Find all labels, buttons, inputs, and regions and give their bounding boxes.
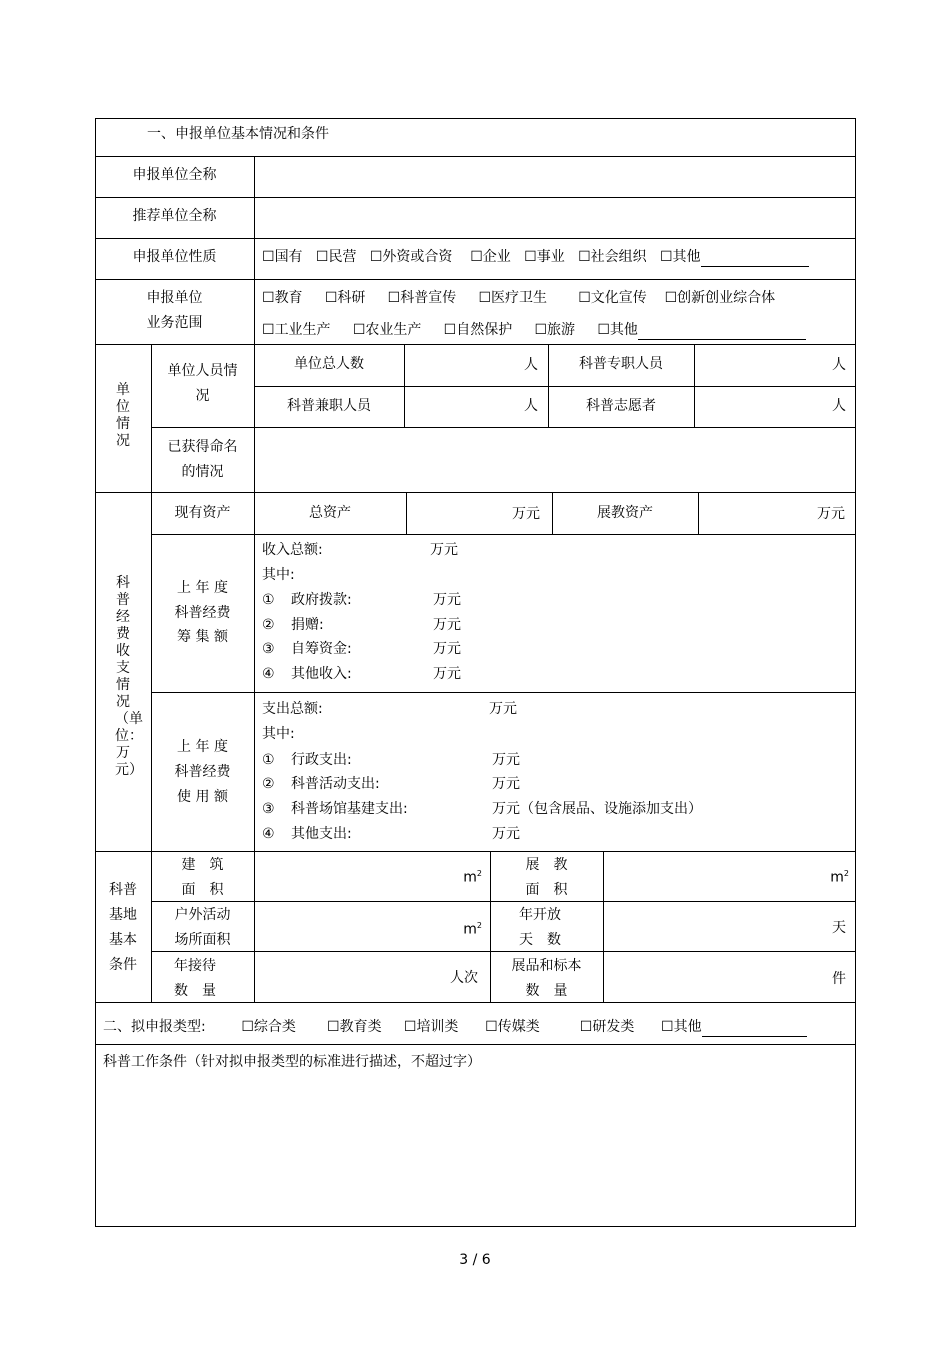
scope-label-line2: 业务范围: [146, 315, 203, 331]
row-line: [95, 279, 856, 280]
expense-unit-3: 万元（包含展品、设施添加支出）: [492, 801, 702, 817]
scope-option-industry[interactable]: ☐工业生产: [262, 322, 331, 338]
exhibit-assets-label: 展教资产: [597, 505, 653, 521]
base-label-line4: 条件: [109, 957, 137, 973]
option-label: 培训类: [416, 1019, 459, 1035]
unit-m: m: [463, 921, 477, 938]
building-area-line2: 面 积: [181, 882, 224, 898]
row-line: [95, 851, 856, 852]
nature-option-state-owned[interactable]: ☐国有: [262, 249, 303, 265]
staff-label-line1: 单位人员情: [167, 363, 238, 379]
row-line: [95, 1044, 856, 1045]
scope-option-promotion[interactable]: ☐科普宣传: [387, 290, 457, 306]
nature-option-enterprise[interactable]: ☐企业: [470, 249, 511, 265]
reception-line2: 数 量: [174, 983, 216, 999]
parttime-label: 科普兼职人员: [287, 398, 371, 414]
open-days-unit: 天: [832, 920, 846, 936]
volunteers-label: 科普志愿者: [586, 398, 656, 414]
staff-label-line2: 况: [195, 388, 210, 404]
expense-total-unit: 万元: [489, 701, 517, 717]
option-label: 民营: [328, 249, 357, 265]
option-label: 创新创业综合体: [677, 290, 776, 306]
scope-option-other[interactable]: ☐其他: [597, 322, 638, 338]
base-label-line1: 科普: [109, 882, 137, 898]
row-line: [95, 1002, 856, 1003]
expense-total-label: 支出总额:: [262, 701, 323, 717]
unit-sq: 2: [476, 869, 482, 878]
option-label: 教育: [274, 290, 303, 306]
exhibit-area-unit: [603, 864, 849, 888]
income-num-4: ④: [262, 666, 275, 682]
nature-other-blank[interactable]: [701, 250, 809, 267]
nature-option-foreign[interactable]: ☐外资或合资: [369, 249, 453, 265]
raised-label-line2: 科普经费: [174, 605, 231, 621]
scope-option-innovation[interactable]: ☐创新创业综合体: [664, 290, 776, 306]
row-line: [254, 386, 856, 387]
reception-unit: 人次: [450, 970, 478, 986]
used-label-line2: 科普经费: [174, 764, 231, 780]
funds-label: [95, 575, 151, 779]
scope-label-line1: 申报单位: [146, 290, 203, 306]
total-staff-unit: 人: [524, 357, 538, 373]
honors-field[interactable]: [255, 428, 855, 492]
exhibit-assets-unit: 万元: [817, 506, 845, 522]
option-label: 其他: [673, 1019, 702, 1035]
unit-sq: 2: [843, 869, 849, 878]
option-label: 传媒类: [497, 1019, 540, 1035]
outdoor-area-line1: 户外活动: [174, 907, 231, 923]
option-label: 其他: [672, 249, 701, 265]
option-label: 文化宣传: [590, 290, 647, 306]
section1-title: 一、申报单位基本情况和条件: [147, 126, 329, 142]
section2-row: [103, 1017, 807, 1037]
option-label: 科研: [337, 290, 366, 306]
base-label-line3: 基本: [109, 932, 137, 948]
income-label-1: 政府拨款:: [291, 592, 352, 608]
unit-label-text: 单位情况: [116, 382, 130, 449]
income-among: 其中:: [262, 567, 295, 583]
outdoor-area-unit: [254, 916, 482, 940]
recommender-name-field[interactable]: [255, 198, 855, 238]
income-label-2: 捐赠:: [291, 617, 324, 633]
income-unit-3: 万元: [433, 641, 461, 657]
scope-row1: [262, 288, 775, 308]
nature-option-other[interactable]: ☐其他: [659, 249, 701, 265]
option-label: 医疗卫生: [491, 290, 548, 306]
income-total-label: 收入总额:: [262, 542, 323, 558]
nature-options: [262, 247, 809, 267]
conditions-field[interactable]: [96, 1076, 855, 1226]
assets-label: 现有资产: [174, 505, 231, 521]
option-label: 工业生产: [274, 322, 331, 338]
income-label-4: 其他收入:: [291, 666, 352, 682]
scope-other-blank[interactable]: [638, 323, 806, 340]
option-label: 外资或合资: [382, 249, 453, 265]
building-area-line1: 建 筑: [181, 857, 224, 873]
unit-m: m: [463, 869, 477, 886]
exhibits-line2: 数 量: [525, 983, 568, 999]
expense-label-4: 其他支出:: [291, 826, 352, 842]
unit-m: m: [830, 869, 844, 886]
total-assets-label: 总资产: [309, 505, 351, 521]
honors-label-line2: 的情况: [181, 464, 224, 480]
volunteers-unit: 人: [832, 398, 846, 414]
expense-unit-2: 万元: [492, 776, 520, 792]
option-label: 科普宣传: [400, 290, 457, 306]
type-other-blank[interactable]: [702, 1020, 807, 1037]
scope-option-agriculture[interactable]: ☐农业生产: [352, 322, 422, 338]
total-staff-label: 单位总人数: [294, 356, 364, 372]
building-area-unit: [254, 864, 482, 888]
scope-option-culture[interactable]: ☐文化宣传: [578, 290, 647, 306]
income-num-2: ②: [262, 617, 275, 633]
recommender-name-label: 推荐单位全称: [132, 208, 217, 224]
exhibit-area-line1: 展 教: [525, 857, 568, 873]
used-label-line1: 上 年 度: [177, 739, 228, 755]
applicant-name-field[interactable]: [255, 157, 855, 197]
expense-label-2: 科普活动支出:: [291, 776, 380, 792]
expense-num-4: ④: [262, 826, 275, 842]
expense-among: 其中:: [262, 726, 295, 742]
unit-label: [95, 382, 151, 450]
applicant-name-label: 申报单位全称: [132, 167, 217, 183]
type-option-other[interactable]: ☐其他: [661, 1019, 702, 1035]
row-line: [95, 492, 856, 493]
income-unit-4: 万元: [433, 666, 461, 682]
option-label: 农业生产: [365, 322, 422, 338]
income-unit-1: 万元: [433, 592, 461, 608]
income-total-unit: 万元: [430, 542, 458, 558]
income-num-3: ③: [262, 641, 275, 657]
parttime-unit: 人: [524, 398, 538, 414]
fulltime-label: 科普专职人员: [579, 356, 663, 372]
scope-option-nature[interactable]: ☐自然保护: [443, 322, 513, 338]
nature-option-institution[interactable]: ☐事业: [524, 249, 565, 265]
income-unit-2: 万元: [433, 617, 461, 633]
type-option-rnd[interactable]: ☐研发类: [579, 1019, 635, 1035]
type-option-education[interactable]: ☐教育类: [327, 1019, 382, 1035]
raised-label-line1: 上 年 度: [177, 580, 228, 596]
base-label-line2: 基地: [109, 907, 137, 923]
fulltime-unit: 人: [832, 357, 846, 373]
scope-option-tourism[interactable]: ☐旅游: [534, 322, 576, 338]
nature-option-private[interactable]: ☐民营: [315, 249, 357, 265]
honors-label-line1: 已获得命名: [167, 439, 238, 455]
scope-row2: [262, 320, 806, 340]
exhibits-unit: 件: [832, 971, 846, 987]
row-line: [95, 238, 856, 239]
reception-line1: 年接待: [174, 958, 216, 974]
scope-option-education[interactable]: ☐教育: [262, 290, 303, 306]
expense-label-1: 行政支出:: [291, 752, 352, 768]
expense-label-3: 科普场馆基建支出:: [291, 801, 408, 817]
row-line: [151, 692, 856, 693]
nature-label: 申报单位性质: [132, 249, 217, 265]
expense-unit-1: 万元: [492, 752, 520, 768]
section2-title: 二、拟申报类型:: [103, 1019, 206, 1035]
scope-option-medical[interactable]: ☐医疗卫生: [478, 290, 548, 306]
total-assets-unit: 万元: [512, 506, 540, 522]
used-label-line3: 使 用 额: [177, 789, 228, 805]
expense-num-3: ③: [262, 801, 275, 817]
type-option-training[interactable]: ☐培训类: [403, 1019, 459, 1035]
nature-option-social-org[interactable]: ☐社会组织: [578, 249, 647, 265]
type-option-comprehensive[interactable]: ☐综合类: [241, 1019, 296, 1035]
option-label: 研发类: [592, 1019, 635, 1035]
option-label: 国有: [274, 249, 303, 265]
option-label: 自然保护: [456, 322, 513, 338]
expense-unit-4: 万元: [492, 826, 520, 842]
unit-sq: 2: [476, 921, 482, 930]
option-label: 事业: [536, 249, 565, 265]
income-num-1: ①: [262, 592, 275, 608]
option-label: 企业: [482, 249, 511, 265]
open-days-line2: 天 数: [519, 932, 561, 948]
row-line: [151, 534, 856, 535]
option-label: 其他: [609, 322, 638, 338]
funds-label-text: 科普经费收支情况（单位：万元）: [115, 575, 143, 778]
raised-label-line3: 筹 集 额: [177, 629, 228, 645]
type-option-media[interactable]: ☐传媒类: [485, 1019, 540, 1035]
option-label: 教育类: [339, 1019, 382, 1035]
row-line: [151, 901, 856, 902]
exhibits-line1: 展品和标本: [511, 958, 582, 974]
option-label: 综合类: [253, 1019, 296, 1035]
expense-num-1: ①: [262, 752, 275, 768]
scope-option-research[interactable]: ☐科研: [324, 290, 366, 306]
row-line: [95, 344, 856, 345]
open-days-line1: 年开放: [519, 907, 561, 923]
expense-num-2: ②: [262, 776, 275, 792]
exhibit-area-line2: 面 积: [525, 882, 568, 898]
page-number: 3 / 6: [459, 1252, 491, 1268]
income-label-3: 自筹资金:: [291, 641, 352, 657]
row-line: [151, 951, 856, 952]
option-label: 旅游: [547, 322, 576, 338]
conditions-label: 科普工作条件（针对拟申报类型的标准进行描述，不超过字）: [103, 1054, 481, 1070]
option-label: 社会组织: [590, 249, 647, 265]
outdoor-area-line2: 场所面积: [174, 932, 231, 948]
